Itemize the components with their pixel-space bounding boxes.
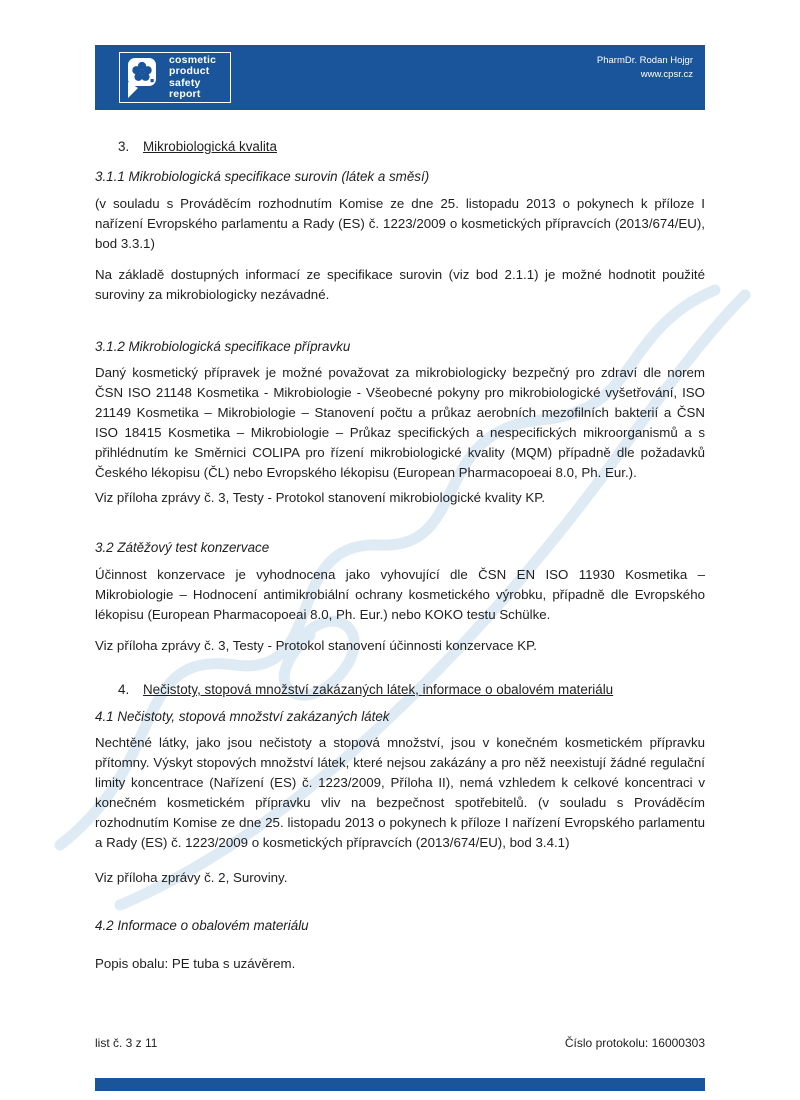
website-url: www.cpsr.cz	[640, 69, 693, 80]
letterhead-bar	[95, 45, 705, 110]
paragraph-3-2: Účinnost konzervace je vyhodnocena jako vyhovující dle ČSN EN ISO 11930 Kosmetika – Mikrobiologie – Hodnocení antimikrobiální ochrany kosmetického výrobku, případně dle Evropského lékopisu (European Pharmacopoeai 8.0, Ph. Eur.) nebo KOKO testu Schülke.	[95, 567, 705, 622]
logo-line: report	[169, 88, 201, 100]
reference-3-2: Viz příloha zprávy č. 3, Testy - Protokol stanovení účinnosti konzervace KP.	[95, 638, 537, 653]
logo-text	[169, 55, 216, 101]
page-footer	[95, 1036, 705, 1050]
logo-line: cosmetic	[169, 53, 217, 66]
flower-logo-icon	[125, 56, 161, 100]
paragraph-4-2: Popis obalu: PE tuba s uzávěrem.	[95, 956, 296, 971]
paragraph-3-1-2: Daný kosmetický přípravek je možné považovat za mikrobiologicky bezpečný pro zdraví dle norem ČSN ISO 21148 Kosmetika - Mikrobiologie - Všeobecné pokyny pro mikrobiologické vyšetřování, ISO 21149 Kosmetika – Mikrobiologie – Stanovení počtu a průkaz aerobních mezofilních bakterií a ČSN ISO 18415 Kosmetika – Mikrobiologie – Průkaz specifických a nespecifických mikroorganismů a s přihlédnutím ke Směrnici COLIPA pro řízení mikrobiologické kvality (MQM) případně dle požadavků Českého lékopisu (ČL) nebo Evropského lékopisu (European Pharmacopoeai 8.0, Ph. Eur.).	[95, 365, 705, 480]
reference-3-1-2: Viz příloha zprávy č. 3, Testy - Protokol stanovení mikrobiologické kvality KP.	[95, 490, 546, 505]
author-name: PharmDr. Rodan Hojgr	[596, 55, 693, 66]
subsection-3-2-title: 3.2 Zátěžový test konzervace	[95, 540, 270, 555]
logo-line: safety	[169, 76, 201, 89]
subsection-3-1-2-title: 3.1.2 Mikrobiologická specifikace přípravku	[95, 339, 351, 354]
section-4-title: Nečistoty, stopová množství zakázaných látek, informace o obalovém materiálu	[143, 682, 614, 697]
reference-4-1: Viz příloha zprávy č. 2, Suroviny.	[95, 870, 288, 885]
section-4-heading	[95, 680, 705, 700]
paragraph-3-1-1-b: Na základě dostupných informací ze specifikace surovin (viz bod 2.1.1) je možné hodnotit použité suroviny za mikrobiologicky nezávadné.	[95, 267, 705, 302]
header-contact	[597, 54, 693, 82]
paragraph-3-1-1-a: (v souladu s Prováděcím rozhodnutím Komise ze dne 25. listopadu 2013 o pokynech k příloze I nařízení Evropského parlamentu a Rady (ES) č. 1223/2009 o kosmetických přípravcích (2013/674/EU), bod 3.3.1)	[95, 196, 705, 251]
subsection-4-1-title: 4.1 Nečistoty, stopová množství zakázaných látek	[95, 709, 390, 724]
section-3-heading	[95, 137, 705, 157]
subsection-4-2-title: 4.2 Informace o obalovém materiálu	[95, 918, 309, 933]
section-4-number: 4.	[118, 682, 130, 697]
section-3-number: 3.	[118, 139, 130, 154]
paragraph-4-1: Nechtěné látky, jako jsou nečistoty a stopová množství, jsou v konečném kosmetickém přípravku přítomny. Výskyt stopových množství látek, které nejsou zakázány a pro něž neexistují žádné regulační limity koncentrace (Nařízení (ES) č. 1223/2009, Příloha II), nemá vzhledem k celkové koncentraci v konečném kosmetickém přípravku vliv na bezpečnost spotřebitelů. (v souladu s Prováděcím rozhodnutím Komise ze dne 25. listopadu 2013 o pokynech k příloze I nařízení Evropského parlamentu a Rady (ES) č. 1223/2009 o kosmetických přípravcích (2013/674/EU), bod 3.4.1)	[95, 735, 705, 850]
footer-page-number: list č. 3 z 11	[95, 1036, 158, 1050]
footer-protocol-number: Číslo protokolu: 16000303	[564, 1036, 705, 1050]
footer-rule	[95, 1078, 705, 1091]
section-3-title: Mikrobiologická kvalita	[143, 139, 277, 154]
document-body	[95, 137, 705, 974]
logo-line: product	[169, 65, 210, 77]
logo	[119, 52, 231, 103]
subsection-3-1-1-title: 3.1.1 Mikrobiologická specifikace surovin (látek a směsí)	[95, 169, 430, 184]
